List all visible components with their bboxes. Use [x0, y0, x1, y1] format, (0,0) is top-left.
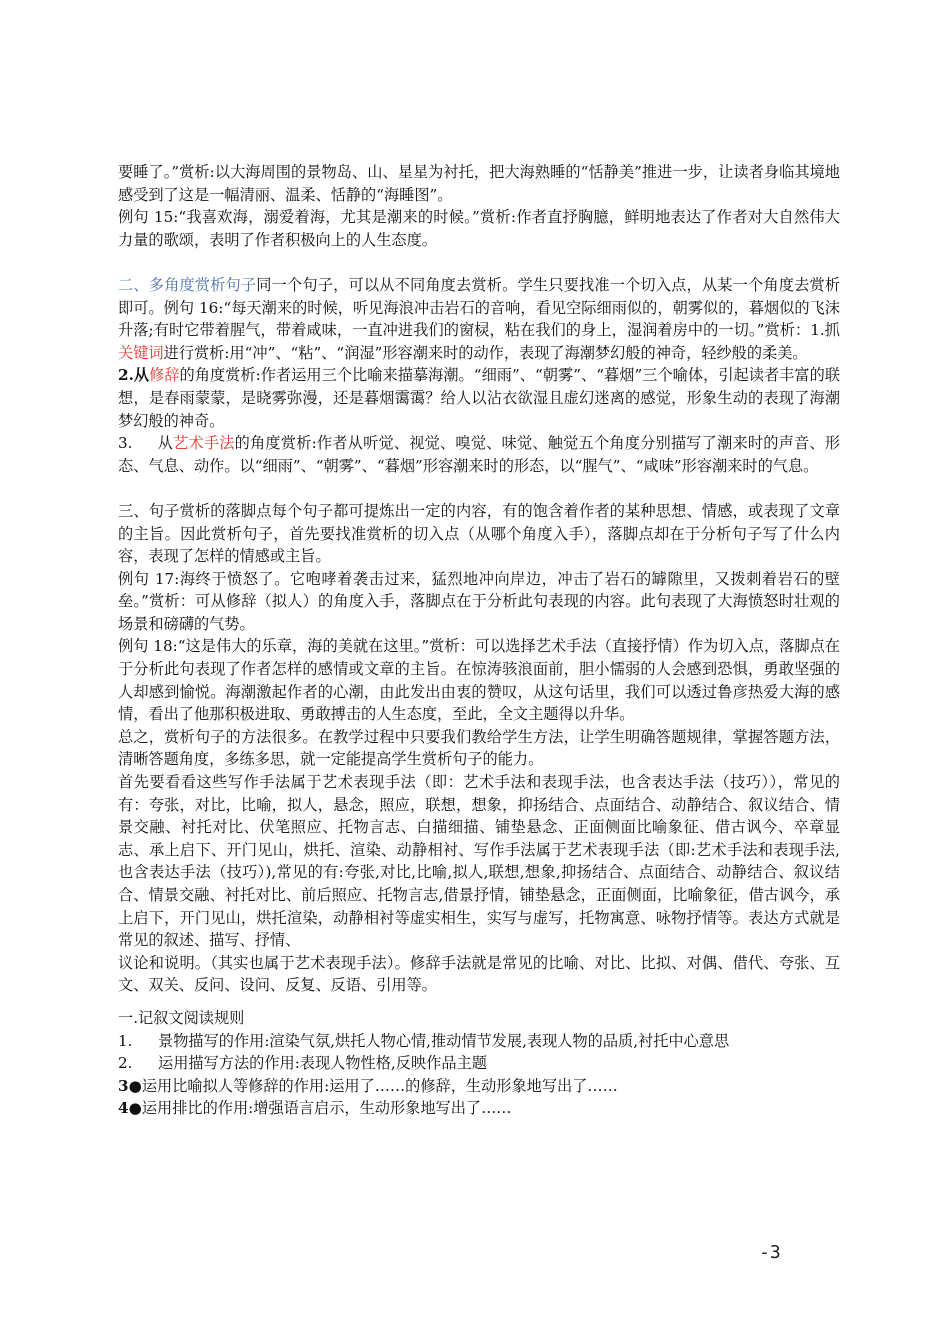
list-item [118, 1052, 840, 1075]
keyword-highlight: 关键词 [118, 343, 164, 362]
paragraph-example-18: 例句 18:“这是伟大的乐章，海的美就在这里。”赏析：可以选择艺术手法（直接抒情）作为切入点，落脚点在于分析此句表现了作者怎样的感情或文章的主旨。在惊涛骇浪面前，胆小懦弱的人会感到恐惧，勇敢坚强的人却感到愉悦。海潮激起作者的心潮，由此发出由衷的赞叹，从这句话里，我们可以透过鲁彦热爱大海的感情，看出了他那积极进取、勇敢搏击的人生态度，至此，全文主题得以升华。 [118, 637, 840, 724]
paragraph-sea-sleep-analysis: 要睡了。”赏析:以大海周围的景物岛、山、星星为衬托，把大海熟睡的“恬静美”推进一步，让读者身临其境地感受到了这是一幅清丽、温柔、恬静的“海睡图”。 [118, 163, 840, 204]
list-text: 景物描写的作用:渲染气氛,烘托人物心情,推动情节发展,表现人物的品质,衬托中心意思 [158, 1031, 730, 1050]
list-item [118, 1075, 840, 1098]
list-number: 1. [118, 1031, 133, 1050]
list-text: 运用比喻拟人等修辞的作用:运用了……的修辞，生动形象地写出了…… [141, 1076, 618, 1095]
list-text: 运用描写方法的作用:表现人物性格,反映作品主题 [158, 1054, 487, 1073]
paragraph-text: 2.从 [118, 366, 150, 385]
list-number: 2. [118, 1054, 133, 1073]
page-number: -3 [759, 1242, 781, 1263]
document-body [118, 161, 840, 1120]
list-item [118, 1030, 840, 1053]
list-text: 运用排比的作用:增强语言启示，生动形象地写出了…… [141, 1099, 512, 1118]
section-heading-multi-angle: 二、多角度赏析句子 [118, 275, 257, 294]
paragraph-multi-angle [118, 274, 840, 364]
list-number: 3● [118, 1076, 142, 1095]
paragraph-rhetoric-angle [118, 364, 840, 432]
paragraph-gap [118, 251, 840, 274]
paragraph-text: 3. 从 [118, 434, 174, 453]
paragraph-text: 同一个句子，可以从不同角度去赏析。学生只要找准一个切入点，从某一个角度去赏析即可。例句 16:“每天潮来的时候，听见海浪冲击岩石的音响，看见空际细雨似的，朝雾似的，暮烟似的飞沫升落;有时它带着腥气，带着咸味，一直冲进我们的窗棂，粘在我们的身上，湿润着房中的一切。”赏析：1.抓 [118, 275, 841, 340]
paragraph-art-technique-angle [118, 432, 840, 477]
list-item [118, 1097, 840, 1120]
paragraph-summary: 总之，赏析句子的方法很多。在教学过程中只要我们教给学生方法，让学生明确答题规律，掌握答题方法，清晰答题角度，多练多思，就一定能提高学生赏析句子的能力。 [118, 727, 840, 769]
keyword-highlight: 艺术手法 [173, 434, 235, 453]
paragraph-gap [118, 997, 840, 1007]
rules-heading: 一.记叙文阅读规则 [118, 1008, 245, 1027]
paragraph-focus-point: 三、句子赏析的落脚点每个句子都可提炼出一定的内容，有的饱含着作者的某种思想、情感，或表现了文章的主旨。因此赏析句子，首先要找准赏析的切入点（从哪个角度入手），落脚点却在于分析句子写了什么内容，表现了怎样的情感或主旨。 [118, 501, 840, 566]
keyword-highlight: 修辞 [149, 366, 180, 385]
paragraph-text: 进行赏析:用“冲”、“粘”、“润湿”形容潮来时的动作，表现了海潮梦幻般的神奇，轻纱般的柔美。 [163, 343, 808, 362]
paragraph-writing-techniques: 首先要看看这些写作手法属于艺术表现手法（即：艺术手法和表现手法，也含表达手法（技巧）），常见的有：夸张，对比，比喻，拟人，悬念，照应，联想，想象，抑扬结合、点面结合、动静结合、叙议结合、情景交融、衬托对比、伏笔照应、托物言志、白描细描、铺垫悬念、正面侧面比喻象征、借古讽今、卒章显志、承上启下、开门见山，烘托、渲染、动静相衬、写作手法属于艺术表现手法（即:艺术手法和表现手法,也含表达手法（技巧）),常见的有:夸张,对比,比喻,拟人,联想,想象,抑扬结合、点面结合、动静结合、叙议结合、情景交融、衬托对比、前后照应、托物言志,借景抒情，铺垫悬念，正面侧面，比喻象征，借古讽今，承上启下，开门见山，烘托渲染，动静相衬等虚实相生，实写与虚写，托物寓意、咏物抒情等。表达方式就是常见的叙述、描写、抒情、 [118, 773, 840, 950]
paragraph-example-15: 例句 15:“我喜欢海，溺爱着海，尤其是潮来的时候。”赏析:作者直抒胸臆，鲜明地表达了作者对大自然伟大力量的歌颂，表明了作者积极向上的人生态度。 [118, 208, 840, 249]
list-number: 4● [118, 1099, 142, 1118]
paragraph-gap [118, 477, 840, 500]
paragraph-text: 的角度赏析:作者从听觉、视觉、嗅觉、味觉、触觉五个角度分别描写了潮来时的声音、形态、气息、动作。以“细雨”、“朝雾”、“暮烟”形容潮来时的形态，以“腥气”、“咸味”形容潮来时的气息。 [118, 434, 841, 475]
paragraph-text: 的角度赏析:作者运用三个比喻来描摹海潮。“细雨”、“朝雾”、“暮烟”三个喻体，引起读者丰富的联想，是春雨蒙蒙，是晓雾弥漫，还是暮烟霭霭？给人以沾衣欲湿且虚幻迷离的感觉，形象生动的表现了海潮梦幻般的神奇。 [118, 366, 841, 430]
paragraph-rhetoric-list: 议论和说明。（其实也属于艺术表现手法）。修辞手法就是常见的比喻、对比、比拟、对偶、借代、夸张、互文、双关、反问、设问、反复、反语、引用等。 [118, 953, 840, 995]
paragraph-example-17: 例句 17:海终于愤怒了。它咆哮着袭击过来，猛烈地冲向岸边，冲击了岩石的罅隙里，又拨刺着岩石的壁垒。”赏析：可从修辞（拟人）的角度入手，落脚点在于分析此句表现的内容。此句表现了大海愤怒时壮观的场景和磅礴的气势。 [118, 569, 840, 633]
